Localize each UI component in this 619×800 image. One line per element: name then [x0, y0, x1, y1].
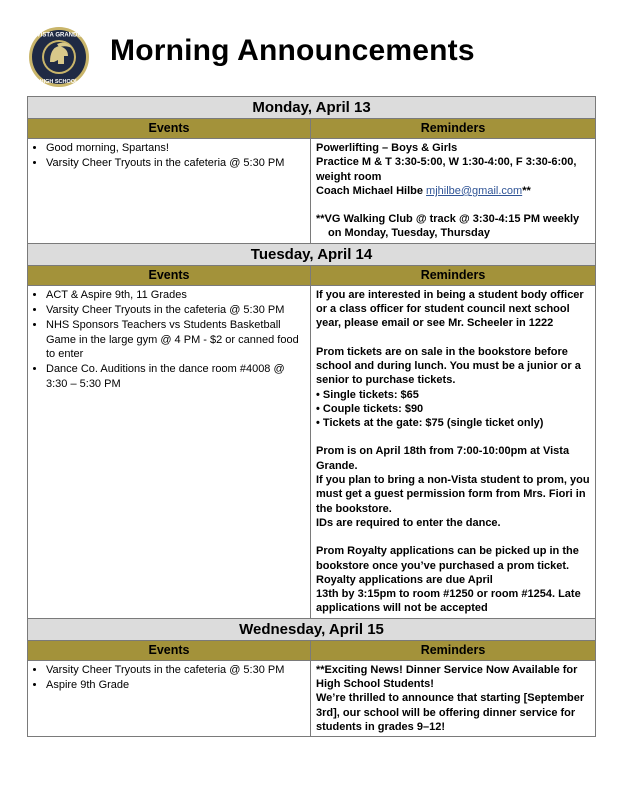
reminder-text: Prom is on April 18th from 7:00-10:00pm at Vista Grande. — [316, 445, 570, 472]
column-header-row — [28, 640, 596, 660]
events-header: Events — [28, 640, 311, 660]
ticket-list — [316, 388, 590, 431]
event-item: • Varsity Cheer Tryouts in the cafeteria @ 5:30 PM — [46, 156, 305, 170]
day-row-monday — [28, 97, 596, 119]
events-cell — [28, 285, 311, 618]
svg-text:HIGH SCHOOL: HIGH SCHOOL — [39, 79, 79, 85]
event-item: • Dance Co. Auditions in the dance room #4008 @ 3:30 – 5:30 PM — [46, 362, 305, 391]
reminders-cell — [311, 285, 596, 618]
ticket-item: • Single tickets: $65 — [316, 388, 590, 402]
ticket-item: • Couple tickets: $90 — [316, 402, 590, 416]
reminder-text: Royalty applications are due April — [316, 573, 493, 586]
reminder-text: Prom Royalty applications can be picked up in the bookstore once you’ve purchased a prom ticket. — [316, 545, 579, 572]
coach-name: Coach Michael Hilbe — [316, 184, 423, 197]
reminders-header: Reminders — [311, 119, 596, 139]
events-header: Events — [28, 119, 311, 139]
event-item: • NHS Sponsors Teachers vs Students Basketball Game in the large gym @ 4 PM - $2 or canned food to enter — [46, 318, 305, 361]
header — [0, 0, 619, 96]
reminder-text: **Exciting News! Dinner Service Now Available for High School Students! — [316, 663, 578, 691]
event-item: • Aspire 9th Grade — [46, 678, 305, 692]
reminder-text: We’re thrilled to announce that starting [September 3rd], our school will be offering dinner service for students in grades 9–12! — [316, 692, 585, 733]
day-row-tuesday — [28, 243, 596, 265]
reminder-text: IDs are required to enter the dance. — [316, 516, 501, 529]
reminders-header: Reminders — [311, 265, 596, 285]
reminder-text — [316, 184, 590, 198]
content-row-monday — [28, 139, 596, 244]
events-cell — [28, 139, 311, 244]
reminder-text: Prom tickets are on sale in the bookstore before school and during lunch. You must be a junior or a senior to purchase tickets. — [316, 345, 581, 387]
day-row-wednesday — [28, 618, 596, 640]
reminders-cell — [311, 139, 596, 244]
reminder-text: on Monday, Tuesday, Thursday — [328, 227, 490, 240]
reminders-cell — [311, 660, 596, 736]
page-title: Morning Announcements — [110, 34, 475, 67]
reminder-text: **VG Walking Club @ track @ 3:30-4:15 PM weekly — [316, 213, 580, 226]
coach-email-link[interactable]: mjhilbe@gmail.com — [426, 184, 523, 197]
reminder-text: If you are interested in being a student body officer or a class officer for student council next school year, please email or see Mr. Scheeler in 1222 — [316, 288, 584, 330]
event-item: • Good morning, Spartans! — [46, 141, 305, 155]
reminder-text: Practice M & T 3:30-5:00, W 1:30-4:00, F 3:30-6:00, weight room — [316, 156, 577, 183]
column-header-row — [28, 119, 596, 139]
announcements-table — [27, 96, 596, 737]
reminders-header: Reminders — [311, 640, 596, 660]
event-item: • Varsity Cheer Tryouts in the cafeteria @ 5:30 PM — [46, 303, 305, 317]
svg-text:VISTA GRANDE: VISTA GRANDE — [36, 32, 82, 39]
school-logo — [28, 26, 90, 88]
day-title: Monday, April 13 — [28, 97, 596, 119]
reminder-text: If you plan to bring a non-Vista student to prom, you must get a guest permission form from Mrs. Fiori in the bookstore. — [316, 474, 590, 515]
coach-suffix: ** — [522, 184, 531, 197]
event-item: • Varsity Cheer Tryouts in the cafeteria @ 5:30 PM — [46, 663, 305, 677]
events-cell — [28, 660, 311, 736]
event-item: • ACT & Aspire 9th, 11 Grades — [46, 288, 305, 302]
ticket-item: • Tickets at the gate: $75 (single ticket only) — [316, 416, 590, 430]
column-header-row — [28, 265, 596, 285]
reminder-text: 13th by 3:15pm to room #1250 or room #1254. Late applications will not be accepted — [316, 588, 581, 615]
day-title: Tuesday, April 14 — [28, 243, 596, 265]
content-row-wednesday — [28, 660, 596, 736]
day-title: Wednesday, April 15 — [28, 618, 596, 640]
reminder-text: Powerlifting – Boys & Girls — [316, 142, 458, 154]
content-row-tuesday — [28, 285, 596, 618]
events-header: Events — [28, 265, 311, 285]
